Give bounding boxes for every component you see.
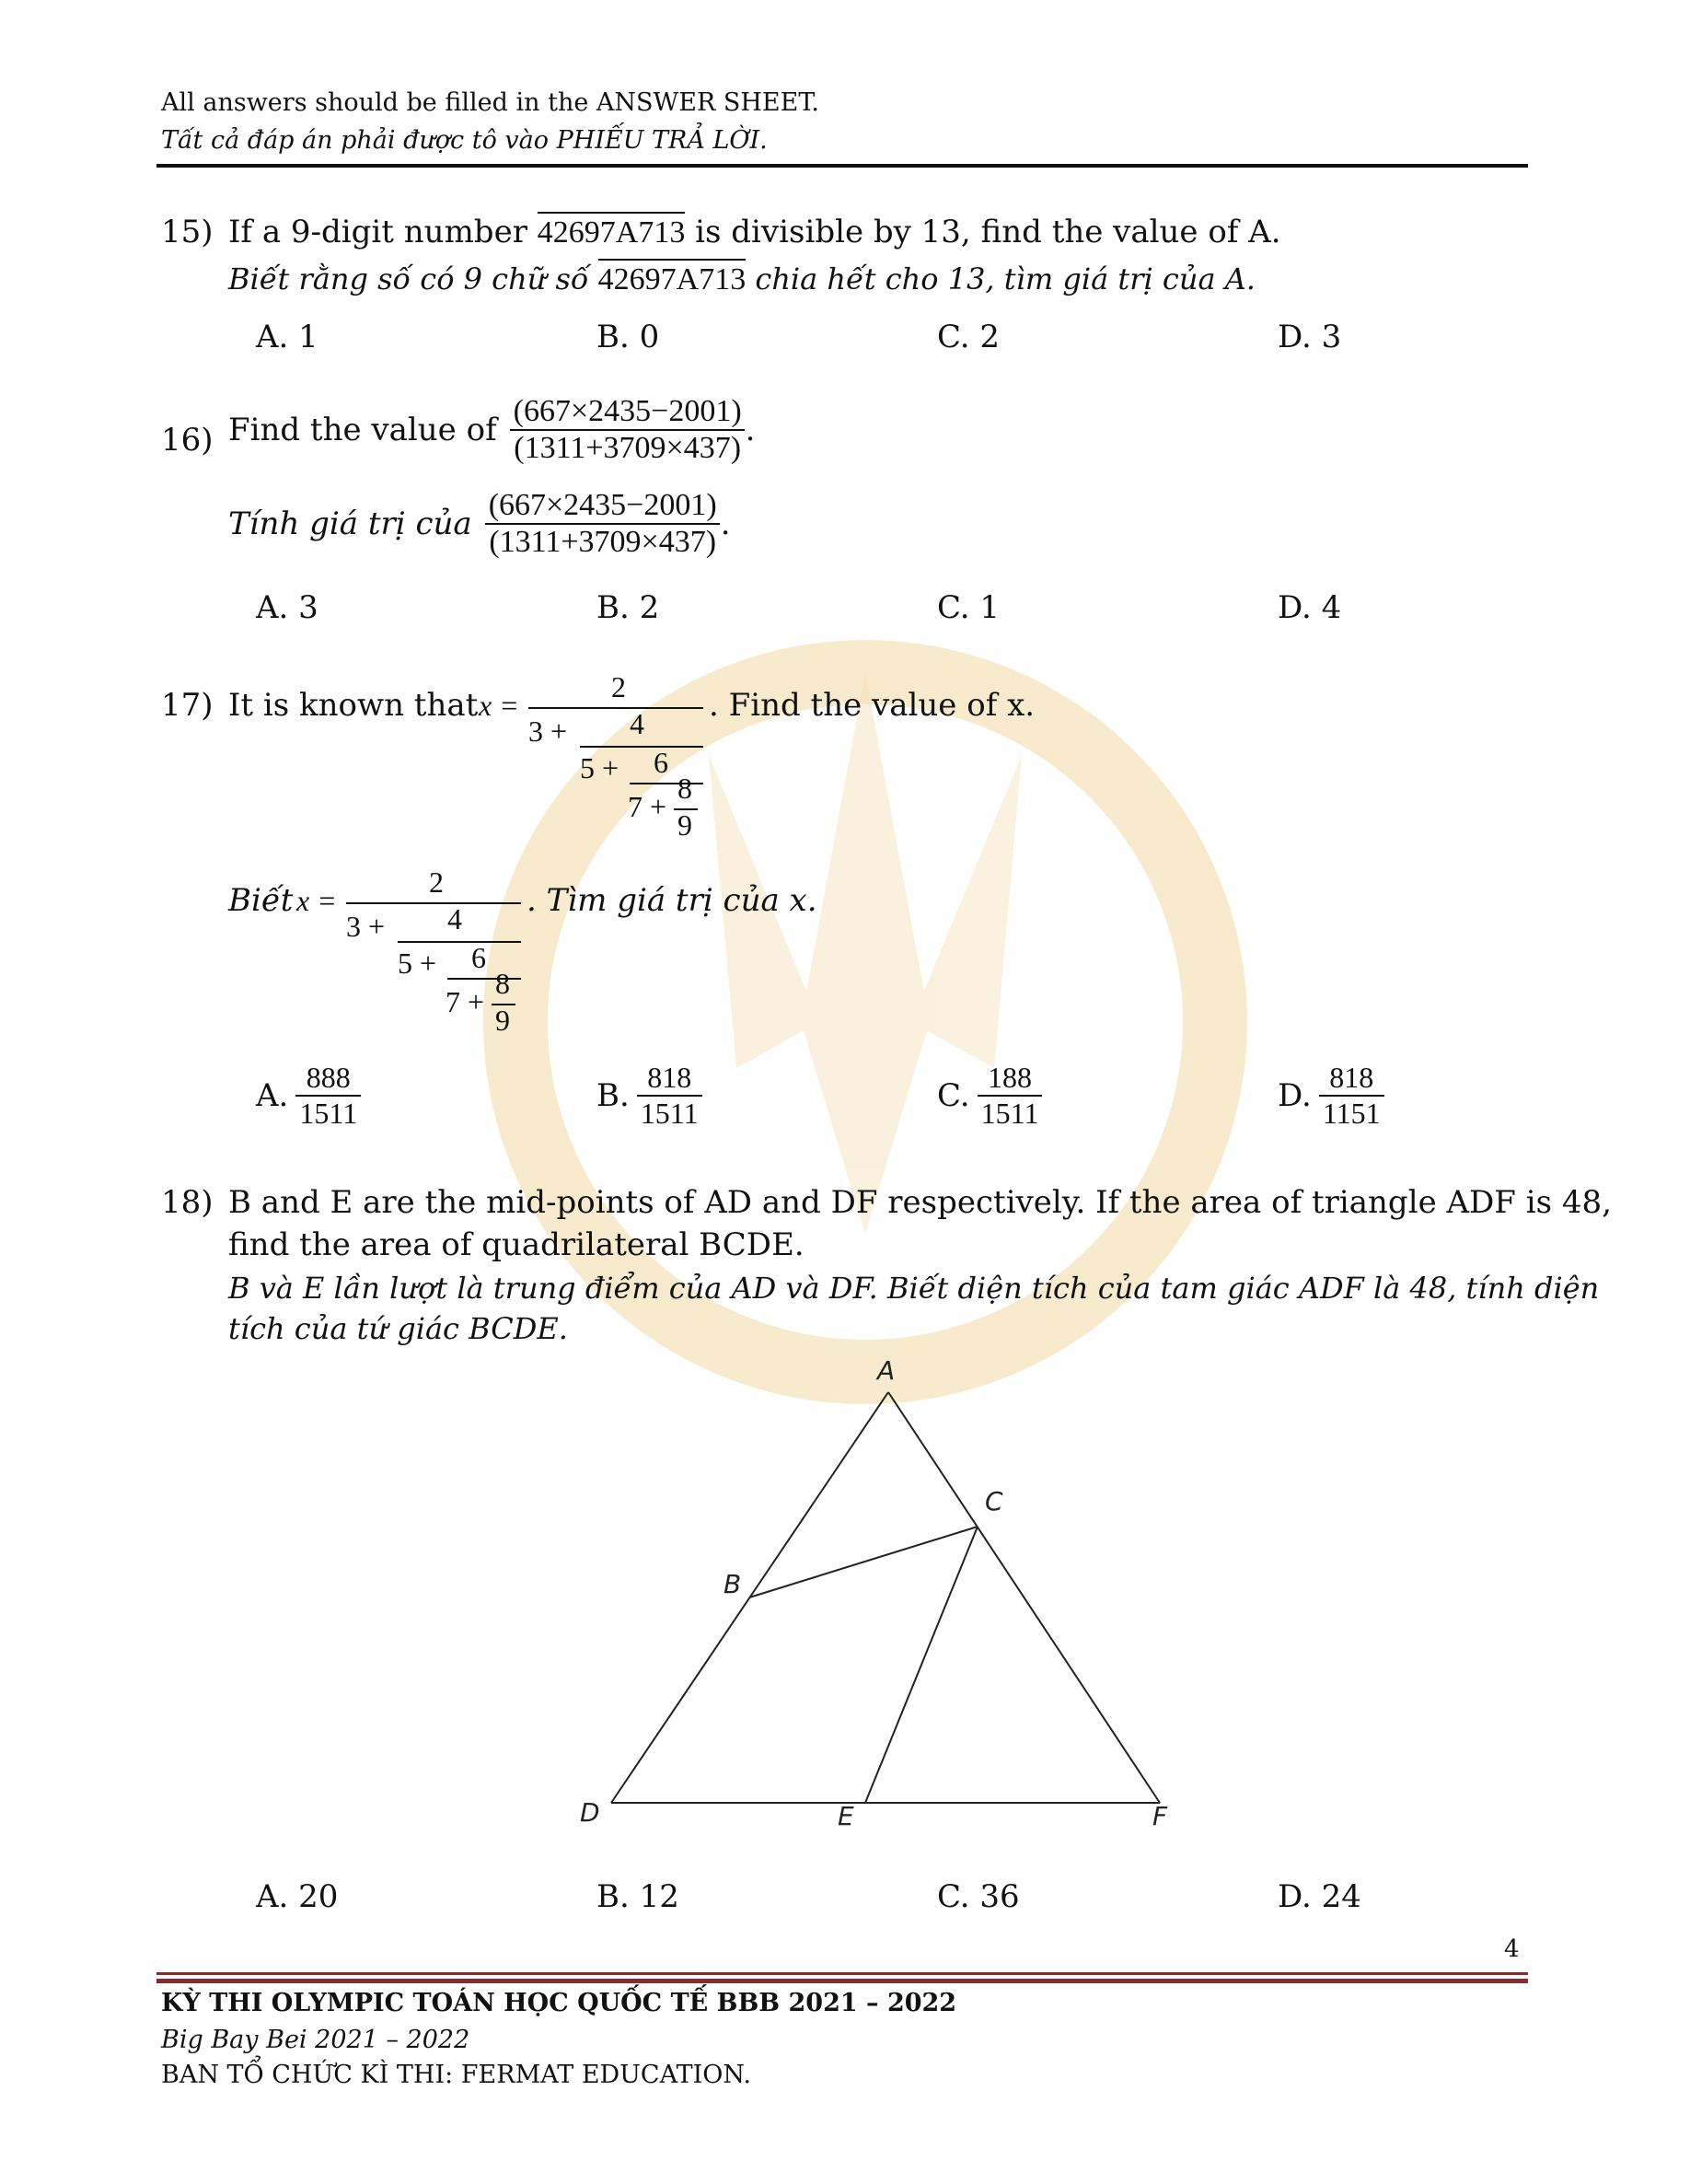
q17-option-b-fraction (637, 1061, 702, 1131)
cf-n3: 6 (654, 746, 668, 779)
q16-numerator-vi: (667×2435−2001) (488, 488, 717, 522)
header-rule (156, 164, 1528, 168)
q17-vi-suffix: . Tìm giá trị của x. (527, 882, 817, 919)
footer-rule-thin (156, 1972, 1528, 1975)
q15-en-suffix: is divisible by 13, find the value of A. (695, 214, 1281, 250)
cf-vi-a1: 3 + (346, 910, 386, 943)
q16-en-label: Find the value of (228, 412, 497, 448)
q17-option-a-letter: A. (256, 1077, 289, 1114)
q16-period-vi: . (720, 505, 731, 542)
q17-option-a-fraction (295, 1061, 361, 1131)
edge-af (888, 1392, 1160, 1803)
q18-option-d[interactable]: D. 24 (1278, 1878, 1361, 1915)
q17-x-equals: x = (479, 689, 519, 722)
q16-text-vi (228, 488, 731, 560)
footer-title: KỲ THI OLYMPIC TOÁN HỌC QUỐC TẾ BBB 2021 – 2022 (161, 1989, 957, 2017)
q16-text-en (228, 394, 755, 466)
label-b: B (723, 1569, 742, 1599)
footer-rule-thick (156, 1979, 1528, 1983)
segment-ce (865, 1527, 978, 1803)
q17-en-suffix: . Find the value of x. (709, 687, 1036, 724)
footer-organizer: BAN TỔ CHỨC KÌ THI: FERMAT EDUCATION. (161, 2061, 751, 2089)
q17-option-d-letter: D. (1278, 1077, 1312, 1114)
cf-vi-n4: 8 (495, 967, 510, 1000)
q15-text-vi (228, 261, 1256, 297)
q17-option-b-num: 818 (647, 1061, 692, 1094)
q16-fraction (510, 394, 746, 466)
cf-a2: 5 + (580, 751, 619, 784)
q15-option-c[interactable]: C. 2 (937, 319, 1001, 355)
q17-option-d-num: 818 (1329, 1061, 1374, 1094)
label-a: A (877, 1355, 896, 1386)
cf-n4: 8 (677, 772, 692, 805)
q18-option-b[interactable]: B. 12 (596, 1878, 679, 1915)
q15-option-a[interactable]: A. 1 (256, 319, 318, 355)
q17-number: 17) (161, 687, 214, 724)
label-d: D (580, 1797, 600, 1828)
q17-option-b[interactable] (596, 1061, 702, 1131)
cf-d4: 9 (677, 808, 692, 842)
cf-a3: 7 + (628, 790, 667, 823)
q16-denominator: (1311+3709×437) (510, 429, 745, 466)
q17-option-a-num: 888 (306, 1061, 351, 1094)
cf-n2: 4 (630, 707, 644, 740)
label-c: C (985, 1486, 1003, 1516)
q15-en-prefix: If a 9-digit number (228, 214, 527, 250)
cf-vi-a3: 7 + (446, 985, 485, 1018)
q17-option-c-num: 188 (988, 1061, 1033, 1094)
page-number: 4 (1504, 1935, 1520, 1963)
cf-a1: 3 + (528, 714, 568, 748)
q18-option-a[interactable]: A. 20 (256, 1878, 339, 1915)
q17-option-c[interactable] (937, 1061, 1042, 1131)
q17-option-c-letter: C. (937, 1077, 970, 1114)
q16-period: . (745, 412, 756, 448)
q16-option-b[interactable]: B. 2 (596, 589, 660, 626)
cf-n1: 2 (611, 670, 626, 703)
cf-vi-d4: 9 (495, 1004, 510, 1037)
q16-option-a[interactable]: A. 3 (256, 589, 318, 626)
q17-option-b-den: 1511 (637, 1095, 702, 1131)
q18-number: 18) (161, 1184, 214, 1221)
segment-bc (749, 1527, 978, 1597)
header-instruction-en: All answers should be filled in the ANSWER SHEET. (161, 88, 819, 117)
cf-vi-n2: 4 (447, 902, 462, 935)
cf-vi-n1: 2 (429, 865, 444, 899)
q17-x-equals-vi: x = (296, 884, 337, 917)
q17-option-a[interactable] (256, 1061, 361, 1131)
q16-numerator: (667×2435−2001) (513, 394, 742, 428)
q16-fraction-vi (485, 488, 721, 560)
q17-continued-fraction (528, 670, 703, 854)
header-instruction-vi: Tất cả đáp án phải được tô vào PHIẾU TRẢ LỜI. (161, 126, 768, 155)
cf-vi-a2: 5 + (398, 947, 437, 980)
q18-text-en-1: B and E are the mid-points of AD and DF respectively. If the area of triangle ADF is 48, (228, 1184, 1612, 1221)
q15-option-b[interactable]: B. 0 (596, 319, 660, 355)
q15-vi-suffix: chia hết cho 13, tìm giá trị của A. (755, 261, 1256, 296)
q17-en-prefix: It is known that (228, 687, 479, 724)
footer-subtitle: Big Bay Bei 2021 – 2022 (161, 2026, 470, 2054)
q18-text-vi-1: B và E lần lượt là trung điểm của AD và DF. Biết diện tích của tam giác ADF là 48, tính diện (228, 1271, 1600, 1306)
q16-denominator-vi: (1311+3709×437) (485, 523, 720, 560)
q17-option-d[interactable] (1278, 1061, 1384, 1131)
q18-text-vi-2: tích của tứ giác BCDE. (228, 1311, 568, 1346)
q17-option-b-letter: B. (596, 1077, 630, 1114)
q15-vi-prefix: Biết rằng số có 9 chữ số (228, 261, 589, 296)
q15-text-en (228, 214, 1281, 250)
q17-option-a-den: 1511 (295, 1095, 361, 1131)
q15-option-d[interactable]: D. 3 (1278, 319, 1342, 355)
q18-text-en-2: find the area of quadrilateral BCDE. (228, 1226, 804, 1263)
q15-number: 15) (161, 214, 214, 250)
q17-continued-fraction-vi (346, 865, 521, 1050)
q18-option-c[interactable]: C. 36 (937, 1878, 1020, 1915)
q15-numeral: 42697A713 (538, 212, 686, 250)
q16-number: 16) (161, 422, 214, 459)
q16-option-d[interactable]: D. 4 (1278, 589, 1342, 626)
q17-vi-prefix: Biết (228, 882, 294, 919)
q16-option-c[interactable]: C. 1 (937, 589, 1001, 626)
q15-numeral-vi: 42697A713 (598, 259, 747, 296)
q17-option-c-fraction (978, 1061, 1043, 1131)
q17-option-c-den: 1511 (978, 1095, 1043, 1131)
q17-option-d-den: 1151 (1319, 1095, 1384, 1131)
q17-option-d-fraction (1319, 1061, 1384, 1131)
q16-vi-label: Tính giá trị của (228, 505, 472, 542)
q18-triangle-diagram (552, 1344, 1215, 1860)
label-f: F (1152, 1801, 1168, 1831)
cf-vi-n3: 6 (471, 941, 486, 974)
label-e: E (838, 1801, 854, 1831)
